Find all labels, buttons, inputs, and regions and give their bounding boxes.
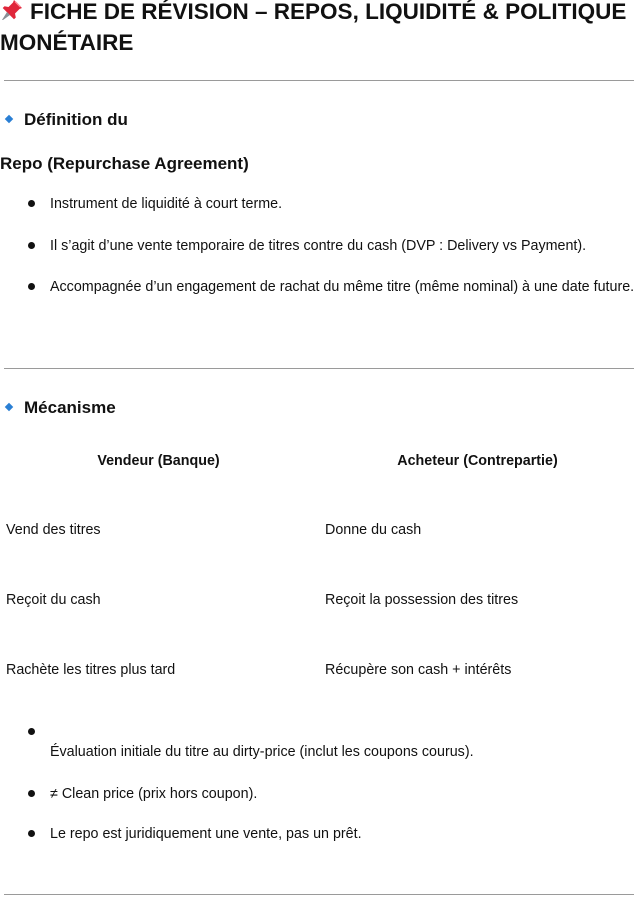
pushpin-icon [0,0,24,22]
table-cell: Rachète les titres plus tard [6,662,176,678]
list-item: Instrument de liquidité à court terme. [50,194,638,214]
divider [4,368,634,369]
list-item: Il s’agit d’une vente temporaire de titres contre du cash (DVP : Delivery vs Payment). [50,236,638,256]
list-item-continuation: Évaluation initiale du titre au dirty-price (inclut les coupons courus). [50,744,474,760]
blue-diamond-icon [5,403,13,411]
table-cell: Vend des titres [6,522,101,538]
section-heading-text: Mécanisme [24,398,116,417]
table-header-seller: Vendeur (Banque) [97,453,220,469]
table-header-buyer: Acheteur (Contrepartie) [397,453,558,469]
table-cell: Donne du cash [325,522,422,538]
repo-subheading: Repo (Repurchase Agreement) [0,154,249,173]
section-heading-text: Définition du [24,110,128,129]
list-item: Le repo est juridiquement une vente, pas un prêt. [50,824,638,844]
blue-diamond-icon [5,115,13,123]
section-heading-mecanisme [6,397,116,419]
divider [4,80,634,81]
table-cell: Récupère son cash + intérêts [325,662,512,678]
table-cell: Reçoit du cash [6,592,101,608]
list-item: Accompagnée d’un engagement de rachat du même titre (même nominal) à une date future. [50,277,638,297]
page-title [0,0,630,58]
table-cell: Reçoit la possession des titres [325,592,519,608]
list-item: ≠ Clean price (prix hors coupon). [50,784,638,804]
section-heading-definition [6,109,128,131]
divider [4,894,634,895]
title-text: FICHE DE RÉVISION – REPOS, LIQUIDITÉ & POLITIQUE MONÉTAIRE [0,0,627,55]
